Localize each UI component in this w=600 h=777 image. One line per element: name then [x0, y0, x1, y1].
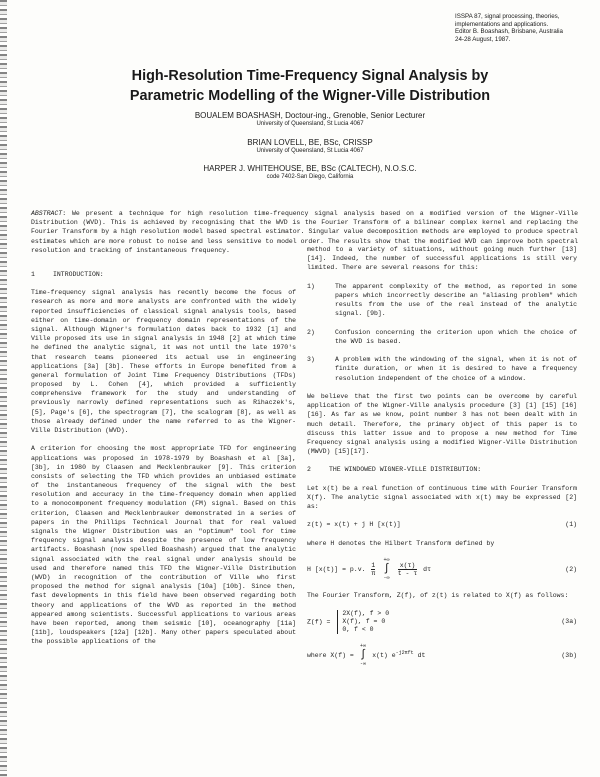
integral-limits — [383, 557, 390, 582]
integral-sign: ∫ — [359, 648, 367, 661]
title-line-2: Parametric Modelling of the Wigner-Ville Distribution — [129, 88, 491, 104]
right-column — [307, 245, 577, 677]
section-title: INTRODUCTION: — [53, 271, 104, 278]
author-name: HARPER J. WHITEHOUSE, BE, BSc (CALTECH), N.O.S.C. — [203, 164, 417, 173]
author-block — [40, 111, 580, 129]
section-title: THE WINDOWED WIGNER-VILLE DISTRIBUTION: — [329, 466, 482, 474]
objective-paragraph: We believe that the first two points can be overcome by careful application of the Wigner-Ville analysis procedure [3] [1] [15] [16] [16]. As far as we know, point number 3 has not been dealt with in much detail. Therefore, the primary object of this paper is to discuss this latter issue and to propose a new method for Time Frequency signal analysis using a modified Wigner-Ville Distribution (MWVD) [15][17]. — [307, 392, 577, 456]
kernel-fraction — [398, 562, 418, 577]
cases-block — [337, 610, 389, 634]
section-heading — [307, 465, 577, 474]
paper-title — [40, 66, 580, 106]
author-name: BOUALEM BOASHASH, Doctour-ing., Grenoble, Senior Lecturer — [194, 111, 426, 120]
denominator: t - τ — [397, 570, 418, 578]
reason-text: A problem with the windowing of the signal, when it is not of finite duration, or when it is desired to have a frequency resolution independent of the choice of a window. — [335, 356, 577, 382]
conference-line: 24-28 August, 1987. — [455, 35, 511, 43]
section-number: 1 — [31, 271, 35, 278]
reason-item — [307, 355, 577, 383]
equation-3b — [307, 643, 577, 668]
exponent: -j2πft — [395, 649, 414, 656]
equation-1 — [307, 520, 577, 529]
reason-text: The apparent complexity of the method, as reported in some papers which incorrectly describe an "aliasing problem" which results from the use of the real instead of the analytic signal. [9b]. — [335, 282, 577, 318]
reason-item — [307, 328, 577, 346]
equation-2 — [307, 557, 577, 582]
differential: dτ — [423, 566, 431, 574]
conference-info — [455, 13, 597, 43]
abstract-label: ABSTRACT — [31, 210, 63, 217]
equation-number: (2) — [565, 565, 577, 573]
intro-paragraph: Time-frequency signal analysis has recently become the focus of research as more and more analysts are confronted with the widely reported insufficiencies of classical signal analysis tools, based either on time-domain or frequency domain representations of the signal. Although Wigner's formulation dates back to 1932 [1] and Ville proposed its use in signal analysis in 1948 [2] at which time he defined the analytic signal, it was not until the late 1970's that research teams pioneered its actual use in engineering applications [3a] [3b]. These efforts in Europe benefited from a general formulation of Joint Time Frequency Distributions (TFDs) proposed by L. Cohen [4], which provided a sufficiently comprehensive framework for the study and understanding of previously narrowly defined representations such as Rihaczek's, [5], Page's [6], the spectrogram [7], the scalogram [8], as well as those already defined under the name referred to as the Wigner-Ville Distribution (WVD). — [31, 289, 296, 434]
denominator: π — [371, 570, 376, 578]
continuation-paragraph: method to a variety of situations, without going much further [13] [14]. Indeed, the number of successful applications is still very limited. There are several reasons for this: — [307, 246, 577, 272]
numerator: x(τ) — [399, 562, 416, 570]
case-line: 2X(f), f > 0 — [342, 609, 390, 617]
equation-lhs: H [x(t)] = p.v. — [307, 566, 366, 574]
conference-line: Editor B. Boashash, Brisbane, Australia — [455, 28, 563, 36]
conference-line: implementations and applications. — [455, 20, 549, 28]
title-line-1: High-Resolution Time-Frequency Signal Analysis by — [131, 68, 489, 84]
integral-sign: ∫ — [383, 563, 390, 576]
author-affiliation: University of Queensland, St Lucia 4067 — [256, 121, 364, 127]
equation-number: (1) — [565, 521, 577, 529]
criterion-paragraph: A criterion for choosing the most appropriate TFD for engineering applications was proposed in 1978-1979 by Boashash et al [3a], [3b], in 1980 by Claasen and Mecklenbrauker [9]. This criterion consists of selecting the TFD which provides an unbiased estimate of the instantaneous frequency of the signal with the best resolution and accuracy in the time-frequency domain when applied to a monocomponent frequency modulation (FM) signal. Based on this criterion, Claasen and Mecklenbrauker demonstrated in a series of papers in the Phillips Technical Journal that for real valued signals the Wigner Distribution was an "optimum" tool for time frequency signal analysis despite the presence of low frequency artifacts. Boashash (now spelled Boashash) argued that the analytic signal associated with the real signal under analysis should be used and therefore named this TFD the Wigner-Ville Distribution (WVD) in recognition of the contribution of Ville who first proposed the method for signal analysis [10a] [10b]. Since then, fast developments in this field have been observed regarding both theory and applications of the WVD as reported in the method appeared among scientists. Successful applications to various areas have been reported, among them seismic [10], oceanography [11a] [11b], loudspeakers [12a] [12b]. Many other papers speculated about the possible applications of the — [31, 445, 296, 646]
reason-number: 3) — [307, 356, 315, 364]
equation-lhs: Z(f) = — [307, 618, 331, 626]
abstract-text: We present a technique for high resolution time-frequency signal analysis based on a modified version of the Wigner-Ville Distribution (WVD). This is achieved by recognising that the WVD is the Fourier Transform of a bilinear complex kernel and replacing the Fourier Transform by a high resolution model based spectral estimator. Singular value decomposition methods are employed to produce spectral estimates which are more robust to noise and less sensitive to model order. The results show that the modified WVD can improve both spectral resolution and tracking of instantaneous frequency. — [31, 210, 578, 254]
reason-number: 2) — [307, 328, 315, 336]
equation-3a — [307, 610, 577, 634]
conference-line: ISSPA 87, signal processing, theories, — [455, 13, 560, 20]
fraction — [371, 562, 375, 577]
section-number: 2 — [307, 466, 311, 474]
author-name: BRIAN LOVELL, BE, BSc, CRISSP — [247, 138, 373, 147]
equation-body: z(t) = x(t) + j H [x(t)] — [307, 521, 401, 529]
integral-limits — [360, 643, 367, 668]
fourier-note: The Fourier Transform, Z(f), of z(t) is related to X(f) as follows: — [307, 592, 569, 600]
integrand: x(t) e — [372, 651, 396, 659]
differential: dt — [417, 651, 426, 659]
section-heading — [31, 270, 296, 279]
author-block — [40, 138, 580, 156]
upper-limit: +∞ — [360, 642, 367, 649]
abstract: ABSTRACT: We present a technique for high resolution time-frequency signal analysis based on a modified version of the Wigner-Ville Distribution (WVD). This is achieved by recognising that the WVD is the Fourier Transform of a bilinear complex kernel and replacing the Fourier Transform by a high resolution model based spectral estimator. Singular value decomposition methods are employed to produce spectral estimates which are more robust to noise and less sensitive to model order. The results show that the modified WVD can improve both spectral resolution and tracking of instantaneous frequency. — [31, 210, 578, 254]
equation-number: (3b) — [561, 651, 577, 659]
lower-limit: -∞ — [383, 575, 390, 582]
equation-number: (3a) — [561, 618, 577, 625]
upper-limit: +∞ — [383, 557, 390, 564]
case-line: X(f), f = 0 — [342, 617, 386, 625]
analytic-signal-paragraph: Let x(t) be a real function of continuous time with Fourier Transform X(f). The analytic signal associated with x(t) may be expressed [2] as: — [307, 484, 577, 510]
equation-lhs: where X(f) = — [307, 651, 354, 659]
author-block — [40, 164, 580, 182]
reason-item — [307, 282, 577, 319]
author-affiliation: code 7402-San Diego, California — [266, 174, 354, 180]
reason-number: 1) — [307, 282, 315, 290]
scan-edge — [0, 0, 7, 777]
lower-limit: -∞ — [360, 660, 367, 667]
numerator: 1 — [371, 562, 376, 570]
case-line: 0, f < 0 — [342, 625, 374, 633]
author-affiliation: University of Queensland, St Lucia 4067 — [256, 148, 364, 154]
hilbert-note: where H denotes the Hilbert Transform defined by — [307, 539, 495, 547]
left-column — [31, 270, 296, 656]
reason-text: Confusion concerning the criterion upon which the choice of the WVD is based. — [335, 328, 577, 345]
